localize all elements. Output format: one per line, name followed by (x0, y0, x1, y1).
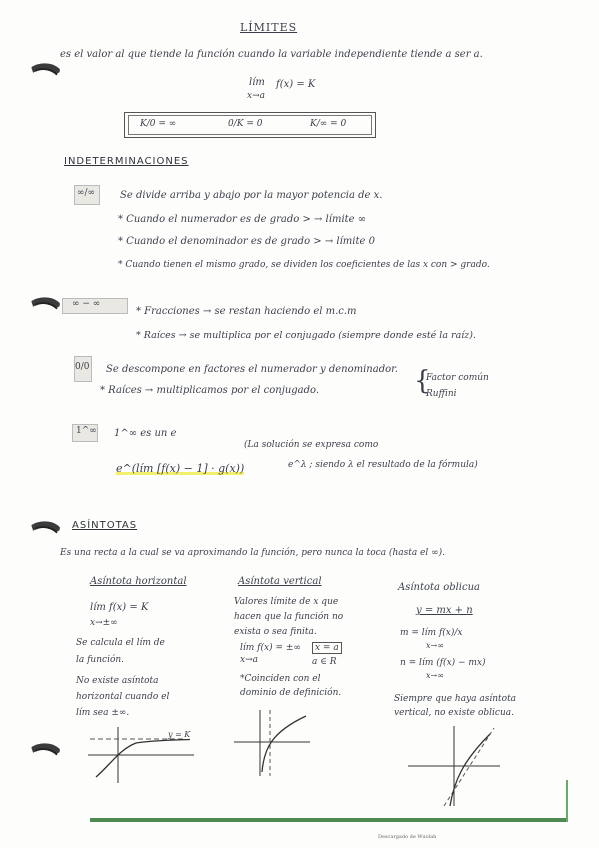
oblicua-m: m = lím f(x)/x (400, 628, 463, 638)
indet1-icon: ∞/∞ (77, 188, 96, 198)
oblicua-equation: y = mx + n (416, 605, 473, 616)
horizontal-limit-sub: x→±∞ (90, 618, 118, 628)
indet4-note-1: (La solución se expresa como (244, 440, 379, 450)
binder-ring-icon (28, 294, 64, 316)
limit-function: f(x) = K (276, 79, 316, 90)
binder-ring-icon (28, 518, 64, 540)
vertical-box: x = a (312, 642, 342, 654)
indet4-icon: 1^∞ (76, 426, 97, 436)
oblicua-m-sub: x→∞ (426, 641, 444, 650)
vertical-text-3: exista o sea finita. (234, 627, 317, 637)
oblicua-graph (404, 722, 504, 808)
brace-symbol: { (414, 366, 431, 396)
indet1-bullet-3: * Cuando tienen el mismo grado, se dividen los coeficientes de las x con > grado. (118, 260, 490, 270)
rule-3: K/∞ = 0 (310, 119, 347, 129)
horizontal-text-3: No existe asíntota (76, 676, 159, 686)
vertical-text-4: *Coinciden con el (240, 674, 321, 684)
indet1-main: Se divide arriba y abajo por la mayor potencia de x. (120, 190, 383, 201)
oblicua-n-sub: x→∞ (426, 671, 444, 680)
binder-ring-icon (28, 60, 64, 82)
asintotas-definition: Es una recta a la cual se va aproximando la función, pero nunca la toca (hasta el ∞). (60, 548, 445, 558)
indet4-formula (116, 462, 244, 475)
limit-subscript: x→a (247, 91, 265, 101)
horizontal-limit: lím f(x) = K (90, 602, 149, 613)
vertical-text-1: Valores límite de x que (234, 597, 339, 607)
horizontal-text-1: Se calcula el lím de (76, 638, 165, 648)
rule-2: 0/K = 0 (228, 119, 263, 129)
oblicua-n: n = lím (f(x) − mx) (400, 658, 486, 668)
indet1-bullet-2: * Cuando el denominador es de grado > → límite 0 (118, 236, 375, 247)
asintotas-heading: ASÍNTOTAS (72, 520, 138, 531)
horizontal-graph-label: y = K (168, 730, 191, 739)
vertical-limit: lím f(x) = ±∞ (240, 643, 301, 653)
indet2-icon: ∞ − ∞ (72, 299, 101, 309)
oblicua-text-2: vertical, no existe oblicua. (394, 708, 514, 718)
indet4-main: 1^∞ es un e (114, 428, 177, 439)
page-bottom-edge (90, 818, 568, 822)
brace-option-2: Ruffini (426, 389, 457, 399)
indet4-note-2: e^λ ; siendo λ el resultado de la fórmula) (288, 460, 478, 470)
vertical-acr: a ∈ R (312, 657, 337, 667)
horizontal-title: Asíntota horizontal (90, 576, 187, 587)
page-title: LÍMITES (240, 21, 298, 34)
vertical-text-2: hacen que la función no (234, 612, 344, 622)
vertical-limit-sub: x→a (240, 655, 258, 665)
horizontal-text-5: lím sea ±∞. (76, 708, 130, 718)
indet3-bullet-1: * Raíces → multiplicamos por el conjugado. (100, 385, 320, 396)
vertical-text-5: dominio de definición. (240, 688, 342, 698)
vertical-asymptote-graph (232, 708, 312, 778)
footer-watermark: Descargado de Wuolah (378, 834, 437, 840)
horizontal-text-4: horizontal cuando el (76, 692, 170, 702)
brace-option-1: Factor común (426, 373, 489, 383)
vertical-title: Asíntota vertical (238, 576, 322, 587)
indet4-formula-text: e^(lím [f(x) − 1] · g(x)) (116, 462, 245, 475)
horizontal-text-2: la función. (76, 655, 125, 665)
definition-text: es el valor al que tiende la función cuando la variable independiente tiende a ser a. (60, 49, 483, 60)
indeterminaciones-heading: INDETERMINACIONES (64, 156, 189, 167)
limit-label: lím (249, 77, 265, 88)
rule-1: K/0 = ∞ (140, 119, 177, 129)
page-right-edge (566, 780, 568, 822)
indet2-bullet-1: * Fracciones → se restan haciendo el m.c.m (136, 306, 357, 317)
oblicua-text-1: Siempre que haya asíntota (394, 694, 517, 704)
indet3-icon: 0/0 (75, 362, 90, 372)
indet1-bullet-1: * Cuando el numerador es de grado > → límite ∞ (118, 214, 367, 225)
oblicua-title: Asíntota oblicua (398, 582, 481, 593)
indet2-bullet-2: * Raíces → se multiplica por el conjugado (siempre donde esté la raíz). (136, 330, 477, 341)
indet3-main: Se descompone en factores el numerador y denominador. (106, 364, 398, 375)
binder-ring-icon (28, 740, 64, 762)
